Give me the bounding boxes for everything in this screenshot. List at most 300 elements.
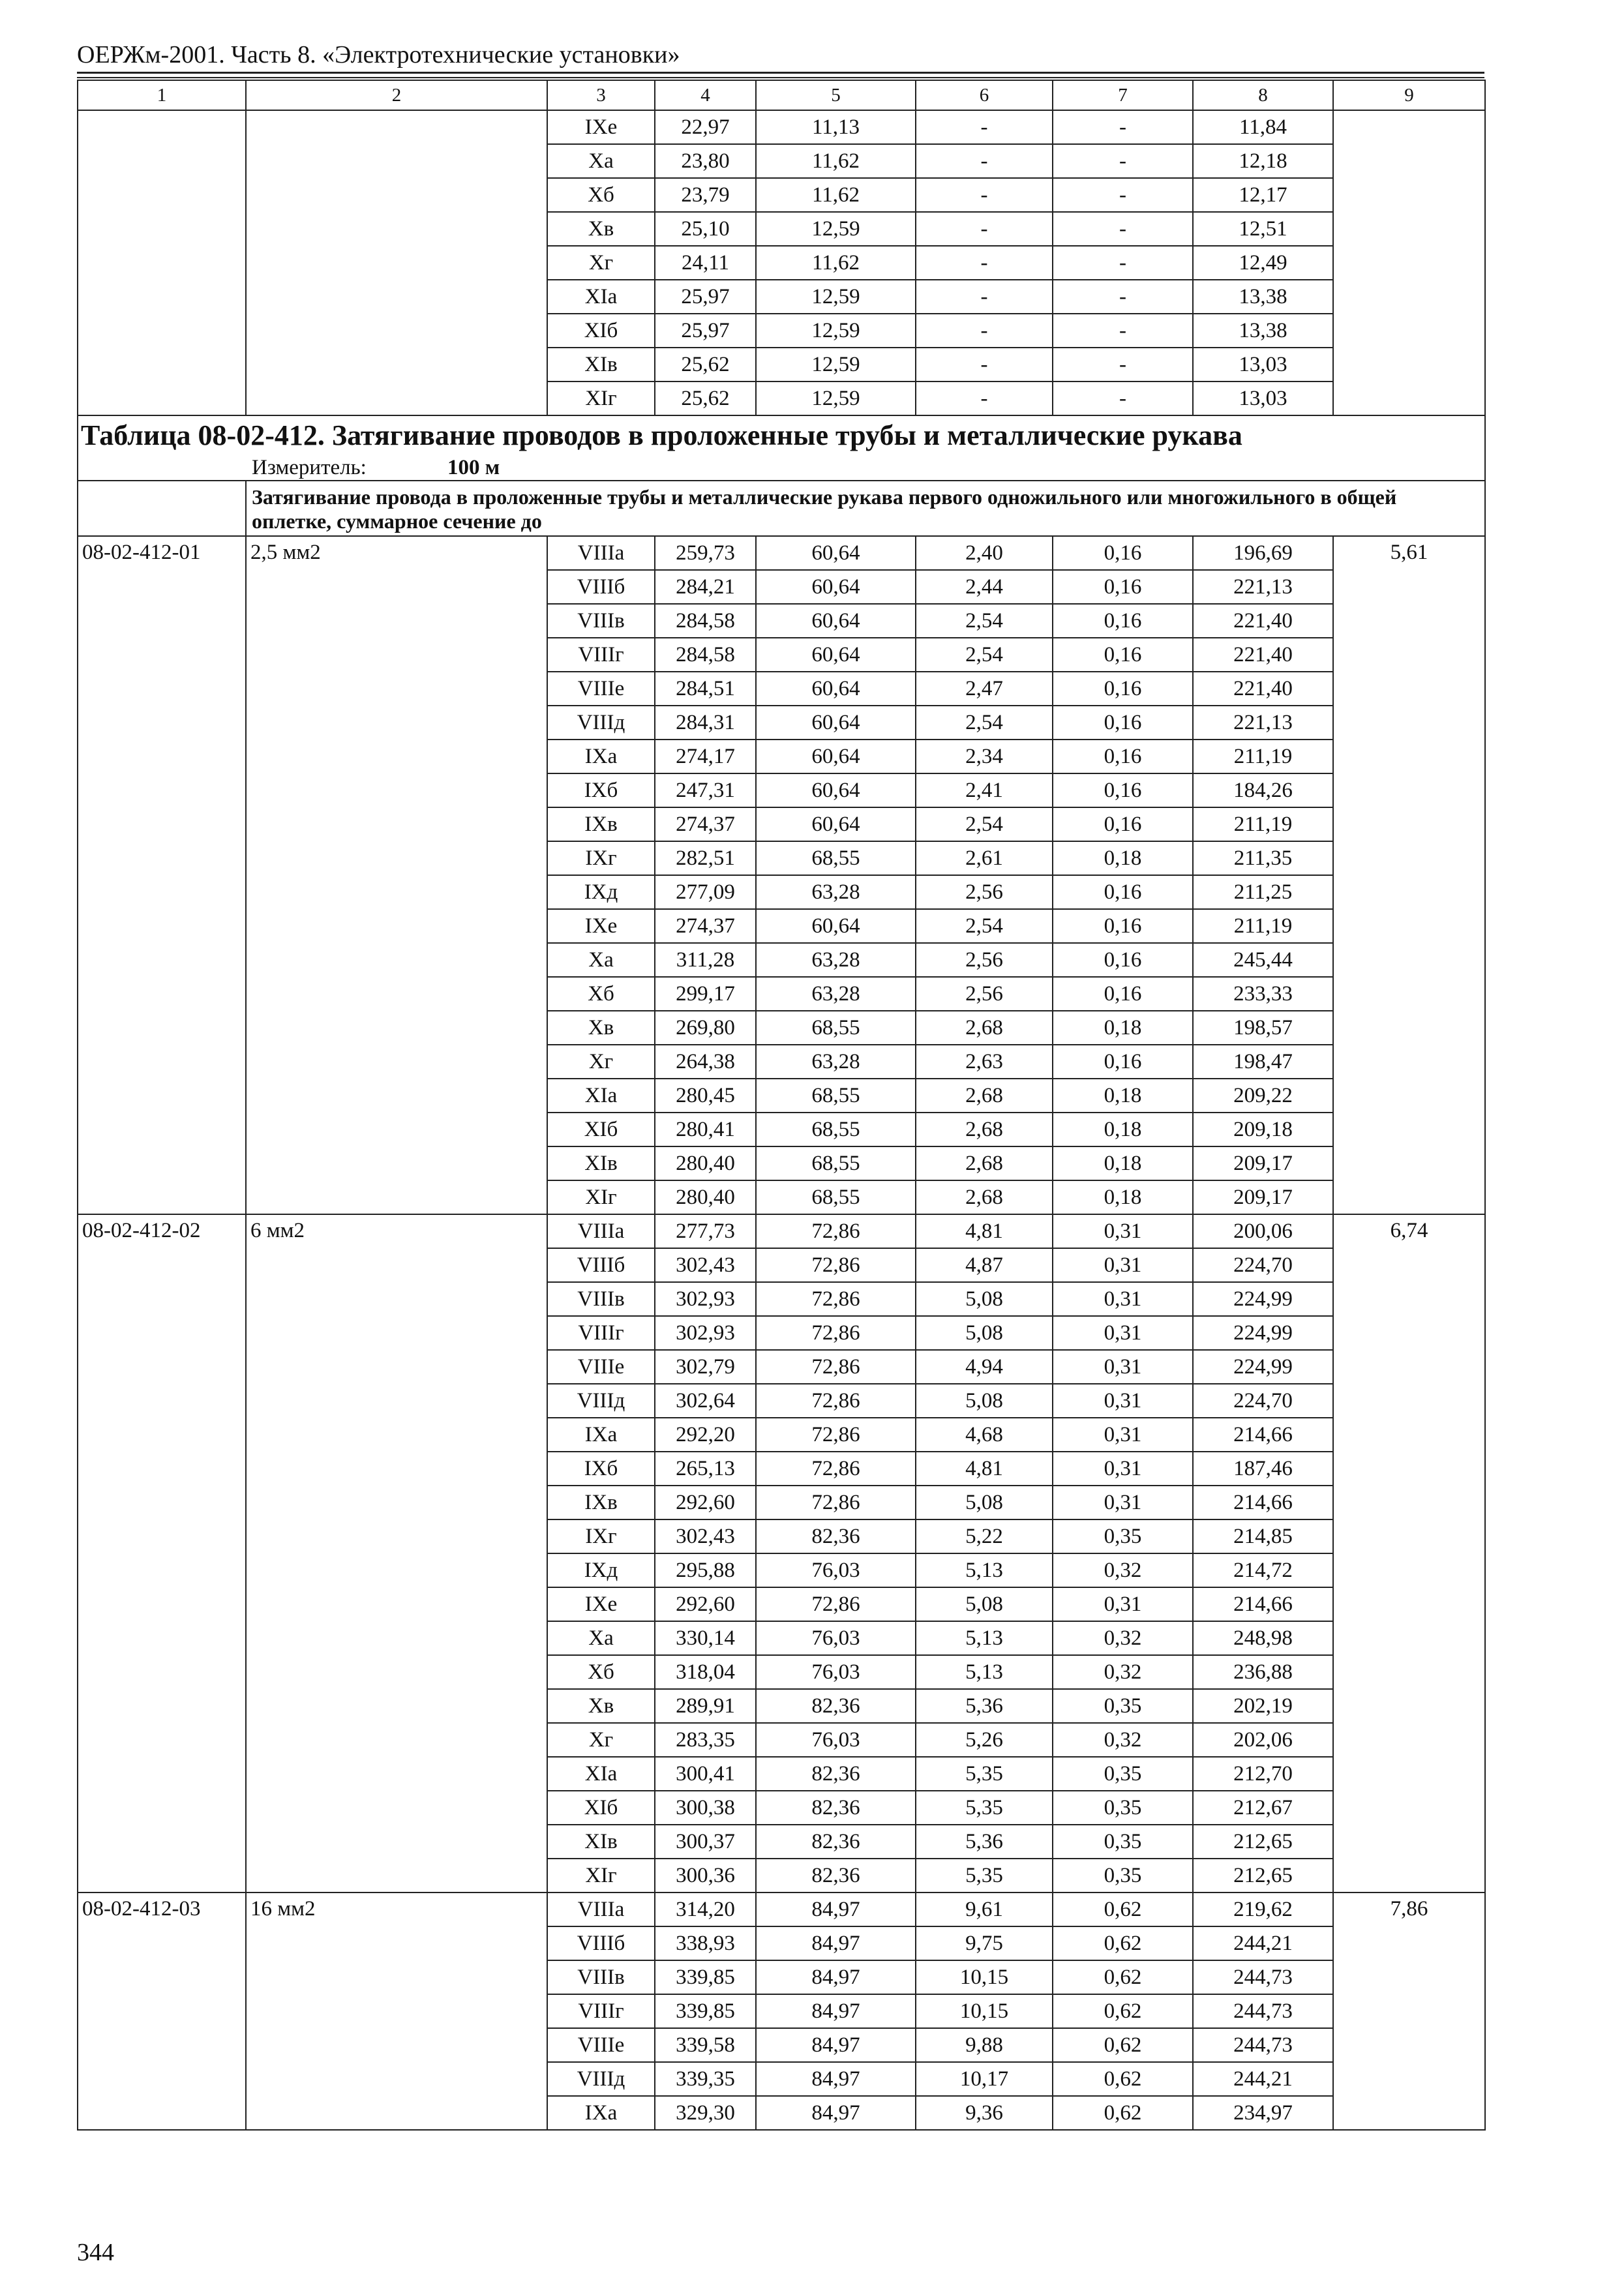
value-cell: - xyxy=(1053,314,1193,348)
value-cell: 283,35 xyxy=(655,1723,756,1757)
value-cell: XIв xyxy=(547,1825,655,1859)
value-cell: 2,40 xyxy=(916,536,1053,570)
value-cell: VIIIб xyxy=(547,570,655,604)
value-cell: 5,35 xyxy=(916,1791,1053,1825)
value-cell: 0,16 xyxy=(1053,773,1193,807)
value-cell: 0,32 xyxy=(1053,1723,1193,1757)
value-cell: IXд xyxy=(547,1553,655,1587)
value-cell: 224,99 xyxy=(1193,1316,1333,1350)
value-cell: 0,31 xyxy=(1053,1248,1193,1282)
value-cell: 184,26 xyxy=(1193,773,1333,807)
value-cell: 300,41 xyxy=(655,1757,756,1791)
col9-value: 6,74 xyxy=(1333,1214,1485,1893)
value-cell: XIб xyxy=(547,1113,655,1146)
value-cell: 13,38 xyxy=(1193,280,1333,314)
value-cell: VIIIв xyxy=(547,1960,655,1994)
value-cell: 221,13 xyxy=(1193,570,1333,604)
value-cell: 82,36 xyxy=(756,1689,916,1723)
value-cell: 339,85 xyxy=(655,1960,756,1994)
value-cell: 13,38 xyxy=(1193,314,1333,348)
value-cell: 200,06 xyxy=(1193,1214,1333,1248)
value-cell: 0,31 xyxy=(1053,1452,1193,1486)
table-row xyxy=(78,110,1485,144)
value-cell: 11,13 xyxy=(756,110,916,144)
column-number: 1 xyxy=(78,80,246,110)
value-cell: 292,60 xyxy=(655,1486,756,1519)
value-cell: - xyxy=(916,348,1053,382)
value-cell: 12,59 xyxy=(756,280,916,314)
value-cell: 302,64 xyxy=(655,1384,756,1418)
value-cell: 72,86 xyxy=(756,1486,916,1519)
value-cell: 0,62 xyxy=(1053,1994,1193,2028)
value-cell: XIб xyxy=(547,314,655,348)
value-cell: 5,35 xyxy=(916,1757,1053,1791)
value-cell: 280,40 xyxy=(655,1146,756,1180)
value-cell: 84,97 xyxy=(756,1960,916,1994)
value-cell: - xyxy=(916,382,1053,415)
value-cell: 221,13 xyxy=(1193,706,1333,740)
value-cell: 82,36 xyxy=(756,1859,916,1893)
value-cell: 295,88 xyxy=(655,1553,756,1587)
value-cell: 280,45 xyxy=(655,1079,756,1113)
value-cell: 72,86 xyxy=(756,1316,916,1350)
value-cell: 0,35 xyxy=(1053,1825,1193,1859)
value-cell: 2,34 xyxy=(916,740,1053,773)
value-cell: 292,60 xyxy=(655,1587,756,1621)
value-cell: 224,99 xyxy=(1193,1350,1333,1384)
table-body xyxy=(78,80,1485,2130)
value-cell: VIIIд xyxy=(547,2062,655,2096)
value-cell: 4,87 xyxy=(916,1248,1053,1282)
value-cell: 60,64 xyxy=(756,773,916,807)
value-cell: 0,35 xyxy=(1053,1757,1193,1791)
value-cell: VIIIв xyxy=(547,1282,655,1316)
header-rule xyxy=(77,72,1484,74)
value-cell: - xyxy=(1053,246,1193,280)
value-cell: 244,73 xyxy=(1193,2028,1333,2062)
value-cell: 0,31 xyxy=(1053,1486,1193,1519)
value-cell: IXа xyxy=(547,2096,655,2130)
value-cell: 76,03 xyxy=(756,1655,916,1689)
rate-code: 08-02-412-01 xyxy=(78,536,246,1214)
value-cell: VIIIе xyxy=(547,2028,655,2062)
value-cell: 0,62 xyxy=(1053,1960,1193,1994)
rate-name: 2,5 мм2 xyxy=(246,536,547,1214)
value-cell: 247,31 xyxy=(655,773,756,807)
value-cell: 0,18 xyxy=(1053,1113,1193,1146)
value-cell: 0,62 xyxy=(1053,2096,1193,2130)
value-cell: 259,73 xyxy=(655,536,756,570)
value-cell: VIIIе xyxy=(547,1350,655,1384)
value-cell: 5,08 xyxy=(916,1282,1053,1316)
value-cell: 0,16 xyxy=(1053,706,1193,740)
value-cell: 224,70 xyxy=(1193,1248,1333,1282)
value-cell: 0,16 xyxy=(1053,807,1193,841)
value-cell: 214,85 xyxy=(1193,1519,1333,1553)
value-cell: 236,88 xyxy=(1193,1655,1333,1689)
value-cell: 76,03 xyxy=(756,1553,916,1587)
value-cell: 2,56 xyxy=(916,977,1053,1011)
table-title: Таблица 08-02-412. Затягивание проводов в проложенные трубы и металлические рукава xyxy=(81,419,1242,451)
value-cell: Xв xyxy=(547,1011,655,1045)
value-cell: 12,51 xyxy=(1193,212,1333,246)
value-cell: VIIIа xyxy=(547,1214,655,1248)
value-cell: 0,31 xyxy=(1053,1384,1193,1418)
value-cell: 0,31 xyxy=(1053,1587,1193,1621)
value-cell: 25,62 xyxy=(655,382,756,415)
rate-code: 08-02-412-03 xyxy=(78,1893,246,2130)
value-cell: 0,31 xyxy=(1053,1282,1193,1316)
value-cell: 2,41 xyxy=(916,773,1053,807)
table-row xyxy=(78,1214,1485,1248)
value-cell: 311,28 xyxy=(655,943,756,977)
value-cell: IXа xyxy=(547,1418,655,1452)
value-cell: 212,67 xyxy=(1193,1791,1333,1825)
value-cell: 2,54 xyxy=(916,706,1053,740)
rate-code: 08-02-412-02 xyxy=(78,1214,246,1893)
value-cell: 2,63 xyxy=(916,1045,1053,1079)
value-cell: 0,16 xyxy=(1053,943,1193,977)
value-cell: - xyxy=(916,280,1053,314)
value-cell: 0,16 xyxy=(1053,638,1193,672)
value-cell: 11,62 xyxy=(756,144,916,178)
value-cell: 0,62 xyxy=(1053,1893,1193,1926)
value-cell: 284,51 xyxy=(655,672,756,706)
value-cell: 9,75 xyxy=(916,1926,1053,1960)
value-cell: 284,21 xyxy=(655,570,756,604)
value-cell: 318,04 xyxy=(655,1655,756,1689)
value-cell: XIв xyxy=(547,348,655,382)
value-cell: 72,86 xyxy=(756,1452,916,1486)
value-cell: IXг xyxy=(547,1519,655,1553)
value-cell: 0,35 xyxy=(1053,1519,1193,1553)
value-cell: 2,68 xyxy=(916,1180,1053,1214)
value-cell: 84,97 xyxy=(756,2096,916,2130)
value-cell: 63,28 xyxy=(756,943,916,977)
value-cell: 60,64 xyxy=(756,909,916,943)
value-cell: 0,18 xyxy=(1053,841,1193,875)
value-cell: 63,28 xyxy=(756,977,916,1011)
value-cell: 292,20 xyxy=(655,1418,756,1452)
value-cell: 0,31 xyxy=(1053,1418,1193,1452)
value-cell: 264,38 xyxy=(655,1045,756,1079)
value-cell: 10,15 xyxy=(916,1960,1053,1994)
value-cell: 11,62 xyxy=(756,178,916,212)
column-number: 7 xyxy=(1053,80,1193,110)
value-cell: IXв xyxy=(547,807,655,841)
value-cell: Xб xyxy=(547,178,655,212)
value-cell: - xyxy=(1053,382,1193,415)
value-cell: - xyxy=(916,178,1053,212)
value-cell: 82,36 xyxy=(756,1519,916,1553)
value-cell: 4,68 xyxy=(916,1418,1053,1452)
value-cell: 302,43 xyxy=(655,1519,756,1553)
value-cell: 302,93 xyxy=(655,1316,756,1350)
value-cell: - xyxy=(1053,178,1193,212)
value-cell: 274,17 xyxy=(655,740,756,773)
value-cell: 72,86 xyxy=(756,1350,916,1384)
value-cell: 211,19 xyxy=(1193,740,1333,773)
value-cell: 5,13 xyxy=(916,1621,1053,1655)
value-cell: 84,97 xyxy=(756,1893,916,1926)
value-cell: 0,62 xyxy=(1053,2062,1193,2096)
value-cell: 0,35 xyxy=(1053,1689,1193,1723)
value-cell: Xв xyxy=(547,1689,655,1723)
value-cell: 13,03 xyxy=(1193,382,1333,415)
value-cell: 9,36 xyxy=(916,2096,1053,2130)
value-cell: 0,32 xyxy=(1053,1621,1193,1655)
value-cell: VIIIг xyxy=(547,638,655,672)
value-cell: 68,55 xyxy=(756,1113,916,1146)
value-cell: 2,68 xyxy=(916,1113,1053,1146)
value-cell: VIIIд xyxy=(547,706,655,740)
subheading-row xyxy=(78,481,1485,537)
value-cell: 60,64 xyxy=(756,536,916,570)
column-numbers-row xyxy=(78,80,1485,110)
value-cell: 214,72 xyxy=(1193,1553,1333,1587)
value-cell: 72,86 xyxy=(756,1282,916,1316)
value-cell: 300,36 xyxy=(655,1859,756,1893)
value-cell: 280,41 xyxy=(655,1113,756,1146)
value-cell: 5,22 xyxy=(916,1519,1053,1553)
value-cell: 72,86 xyxy=(756,1418,916,1452)
table-row xyxy=(78,536,1485,570)
value-cell: 25,97 xyxy=(655,280,756,314)
value-cell: 300,38 xyxy=(655,1791,756,1825)
value-cell: IXб xyxy=(547,1452,655,1486)
value-cell: 274,37 xyxy=(655,807,756,841)
value-cell: 9,88 xyxy=(916,2028,1053,2062)
value-cell: 2,68 xyxy=(916,1079,1053,1113)
value-cell: 284,58 xyxy=(655,604,756,638)
value-cell: 2,56 xyxy=(916,943,1053,977)
value-cell: 22,97 xyxy=(655,110,756,144)
value-cell: - xyxy=(916,314,1053,348)
value-cell: 2,61 xyxy=(916,841,1053,875)
value-cell: 5,36 xyxy=(916,1825,1053,1859)
value-cell: 339,58 xyxy=(655,2028,756,2062)
value-cell: VIIIб xyxy=(547,1248,655,1282)
value-cell: 2,54 xyxy=(916,604,1053,638)
value-cell: 214,66 xyxy=(1193,1486,1333,1519)
value-cell: 244,73 xyxy=(1193,1960,1333,1994)
value-cell: 4,81 xyxy=(916,1452,1053,1486)
value-cell: 302,79 xyxy=(655,1350,756,1384)
value-cell: 198,57 xyxy=(1193,1011,1333,1045)
value-cell: - xyxy=(916,246,1053,280)
value-cell: 12,49 xyxy=(1193,246,1333,280)
value-cell: 0,16 xyxy=(1053,604,1193,638)
value-cell: 76,03 xyxy=(756,1723,916,1757)
value-cell: - xyxy=(916,212,1053,246)
value-cell: 60,64 xyxy=(756,706,916,740)
value-cell: Xг xyxy=(547,1723,655,1757)
value-cell: 0,18 xyxy=(1053,1180,1193,1214)
value-cell: IXа xyxy=(547,740,655,773)
value-cell: 0,16 xyxy=(1053,977,1193,1011)
value-cell: 12,59 xyxy=(756,382,916,415)
value-cell: 5,08 xyxy=(916,1316,1053,1350)
rates-table xyxy=(77,80,1486,2131)
value-cell: 302,93 xyxy=(655,1282,756,1316)
value-cell: 10,17 xyxy=(916,2062,1053,2096)
value-cell: 60,64 xyxy=(756,570,916,604)
value-cell: 72,86 xyxy=(756,1384,916,1418)
value-cell: 211,25 xyxy=(1193,875,1333,909)
value-cell: 0,62 xyxy=(1053,1926,1193,1960)
value-cell: 84,97 xyxy=(756,2028,916,2062)
value-cell: IXе xyxy=(547,909,655,943)
value-cell: 299,17 xyxy=(655,977,756,1011)
value-cell: 209,17 xyxy=(1193,1180,1333,1214)
value-cell: 84,97 xyxy=(756,1994,916,2028)
value-cell: IXв xyxy=(547,1486,655,1519)
value-cell: 221,40 xyxy=(1193,638,1333,672)
value-cell: 2,54 xyxy=(916,638,1053,672)
value-cell: XIб xyxy=(547,1791,655,1825)
value-cell: XIг xyxy=(547,1180,655,1214)
value-cell: 60,64 xyxy=(756,807,916,841)
value-cell: 10,15 xyxy=(916,1994,1053,2028)
value-cell: XIг xyxy=(547,1859,655,1893)
value-cell: 5,08 xyxy=(916,1384,1053,1418)
value-cell: XIа xyxy=(547,1079,655,1113)
value-cell: 233,33 xyxy=(1193,977,1333,1011)
rate-name: 16 мм2 xyxy=(246,1893,547,2130)
value-cell: 224,70 xyxy=(1193,1384,1333,1418)
value-cell: 5,08 xyxy=(916,1587,1053,1621)
value-cell: 68,55 xyxy=(756,1146,916,1180)
value-cell: 2,56 xyxy=(916,875,1053,909)
value-cell: 2,68 xyxy=(916,1011,1053,1045)
column-number: 8 xyxy=(1193,80,1333,110)
value-cell: 211,19 xyxy=(1193,909,1333,943)
value-cell: 274,37 xyxy=(655,909,756,943)
value-cell: 24,11 xyxy=(655,246,756,280)
value-cell: 248,98 xyxy=(1193,1621,1333,1655)
value-cell: Xг xyxy=(547,246,655,280)
value-cell: 12,17 xyxy=(1193,178,1333,212)
value-cell: 244,73 xyxy=(1193,1994,1333,2028)
value-cell: 209,18 xyxy=(1193,1113,1333,1146)
value-cell: XIг xyxy=(547,382,655,415)
measure-unit xyxy=(252,457,1481,479)
column-number: 5 xyxy=(756,80,916,110)
value-cell: - xyxy=(1053,348,1193,382)
value-cell: 25,62 xyxy=(655,348,756,382)
value-cell: - xyxy=(916,144,1053,178)
value-cell: 0,31 xyxy=(1053,1214,1193,1248)
value-cell: VIIIг xyxy=(547,1994,655,2028)
value-cell: 0,16 xyxy=(1053,909,1193,943)
measure-value: 100 м xyxy=(447,455,500,479)
value-cell: 5,26 xyxy=(916,1723,1053,1757)
value-cell: XIа xyxy=(547,280,655,314)
value-cell: 209,17 xyxy=(1193,1146,1333,1180)
value-cell: 68,55 xyxy=(756,1079,916,1113)
value-cell: 5,13 xyxy=(916,1655,1053,1689)
value-cell: 0,31 xyxy=(1053,1316,1193,1350)
value-cell: 0,16 xyxy=(1053,1045,1193,1079)
value-cell: 244,21 xyxy=(1193,1926,1333,1960)
value-cell: Xб xyxy=(547,1655,655,1689)
value-cell: 5,35 xyxy=(916,1859,1053,1893)
value-cell: 68,55 xyxy=(756,1180,916,1214)
value-cell: 72,86 xyxy=(756,1214,916,1248)
value-cell: 12,59 xyxy=(756,212,916,246)
col9-cell xyxy=(1333,110,1485,415)
value-cell: 212,70 xyxy=(1193,1757,1333,1791)
value-cell: 12,59 xyxy=(756,348,916,382)
value-cell: 265,13 xyxy=(655,1452,756,1486)
value-cell: 60,64 xyxy=(756,672,916,706)
value-cell: 196,69 xyxy=(1193,536,1333,570)
value-cell: 4,94 xyxy=(916,1350,1053,1384)
value-cell: 244,21 xyxy=(1193,2062,1333,2096)
value-cell: 82,36 xyxy=(756,1757,916,1791)
value-cell: 0,18 xyxy=(1053,1011,1193,1045)
value-cell: 339,85 xyxy=(655,1994,756,2028)
value-cell: Xа xyxy=(547,144,655,178)
value-cell: 198,47 xyxy=(1193,1045,1333,1079)
value-cell: 5,36 xyxy=(916,1689,1053,1723)
value-cell: - xyxy=(1053,280,1193,314)
value-cell: 0,18 xyxy=(1053,1079,1193,1113)
col9-value: 5,61 xyxy=(1333,536,1485,1214)
value-cell: 0,16 xyxy=(1053,740,1193,773)
table-title-row xyxy=(78,415,1485,481)
code-cell xyxy=(78,110,246,415)
value-cell: Xб xyxy=(547,977,655,1011)
value-cell: 0,31 xyxy=(1053,1350,1193,1384)
value-cell: VIIIб xyxy=(547,1926,655,1960)
measure-label: Измеритель: xyxy=(252,455,367,479)
value-cell: 68,55 xyxy=(756,841,916,875)
page-number: 344 xyxy=(77,2239,114,2266)
table-row xyxy=(78,1893,1485,1926)
value-cell: 63,28 xyxy=(756,1045,916,1079)
value-cell: - xyxy=(1053,110,1193,144)
value-cell: 211,35 xyxy=(1193,841,1333,875)
value-cell: 63,28 xyxy=(756,875,916,909)
value-cell: VIIIа xyxy=(547,536,655,570)
value-cell: 0,32 xyxy=(1053,1553,1193,1587)
value-cell: 4,81 xyxy=(916,1214,1053,1248)
column-number: 2 xyxy=(246,80,547,110)
value-cell: 2,68 xyxy=(916,1146,1053,1180)
value-cell: 330,14 xyxy=(655,1621,756,1655)
value-cell: VIIIа xyxy=(547,1893,655,1926)
value-cell: 314,20 xyxy=(655,1893,756,1926)
value-cell: 234,97 xyxy=(1193,2096,1333,2130)
table-title-cell xyxy=(78,415,1485,481)
value-cell: IXд xyxy=(547,875,655,909)
value-cell: VIIIв xyxy=(547,604,655,638)
value-cell: - xyxy=(916,110,1053,144)
value-cell: 269,80 xyxy=(655,1011,756,1045)
value-cell: XIа xyxy=(547,1757,655,1791)
value-cell: 187,46 xyxy=(1193,1452,1333,1486)
column-number: 9 xyxy=(1333,80,1485,110)
value-cell: 0,16 xyxy=(1053,672,1193,706)
value-cell: 0,62 xyxy=(1053,2028,1193,2062)
value-cell: 338,93 xyxy=(655,1926,756,1960)
value-cell: 12,59 xyxy=(756,314,916,348)
col9-value: 7,86 xyxy=(1333,1893,1485,2130)
value-cell: 25,97 xyxy=(655,314,756,348)
value-cell: 224,99 xyxy=(1193,1282,1333,1316)
value-cell: 284,31 xyxy=(655,706,756,740)
